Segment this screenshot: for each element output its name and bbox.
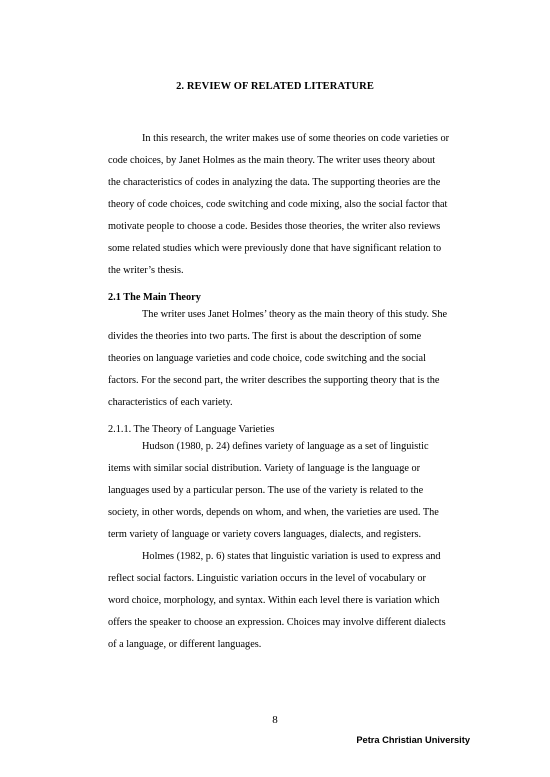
text-line: characteristics of each variety. [108, 397, 233, 408]
text-line: Hudson (1980, p. 24) defines variety of language as a set of linguistic [142, 441, 429, 452]
text-line: theories on language varieties and code choice, code switching and the social [108, 353, 426, 364]
text-line: term variety of language or variety covers languages, dialects, and registers. [108, 529, 422, 540]
page-number: 8 [272, 714, 278, 726]
text-line: of a language, or different languages. [108, 639, 262, 650]
footer-university-name: Petra Christian University [356, 735, 470, 745]
text-line: factors. For the second part, the writer describes the supporting theory that is the [108, 375, 440, 386]
text-line: motivate people to choose a code. Besides those theories, the writer also reviews [108, 221, 441, 232]
text-line: word choice, morphology, and syntax. Within each level there is variation which [108, 595, 440, 606]
text-line: The writer uses Janet Holmes’ theory as the main theory of this study. She [142, 309, 448, 320]
subsection-heading: 2.1.1. The Theory of Language Varieties [108, 424, 275, 435]
page-title: 2. REVIEW OF RELATED LITERATURE [176, 81, 374, 92]
text-line: Holmes (1982, p. 6) states that linguistic variation is used to express and [142, 551, 441, 562]
text-line: reflect social factors. Linguistic variation occurs in the level of vocabulary or [108, 573, 426, 584]
text-line: the writer’s thesis. [108, 265, 184, 276]
text-line: divides the theories into two parts. The first is about the description of some [108, 331, 422, 342]
text-line: society, in other words, depends on whom, and when, the varieties are used. The [108, 507, 439, 518]
text-line: In this research, the writer makes use of some theories on code varieties or [142, 133, 450, 144]
text-line: items with similar social distribution. Variety of language is the language or [108, 463, 421, 474]
section-heading: 2.1 The Main Theory [108, 292, 201, 303]
text-line: offers the speaker to choose an expression. Choices may involve different dialects [108, 617, 446, 628]
text-line: code choices, by Janet Holmes as the main theory. The writer uses theory about [108, 155, 436, 166]
text-line: some related studies which were previously done that have significant relation to [108, 243, 442, 254]
text-line: theory of code choices, code switching and code mixing, also the social factor that [108, 199, 448, 210]
text-line: the characteristics of codes in analyzing the data. The supporting theories are the [108, 177, 441, 188]
text-line: languages used by a particular person. The use of the variety is related to the [108, 485, 424, 496]
